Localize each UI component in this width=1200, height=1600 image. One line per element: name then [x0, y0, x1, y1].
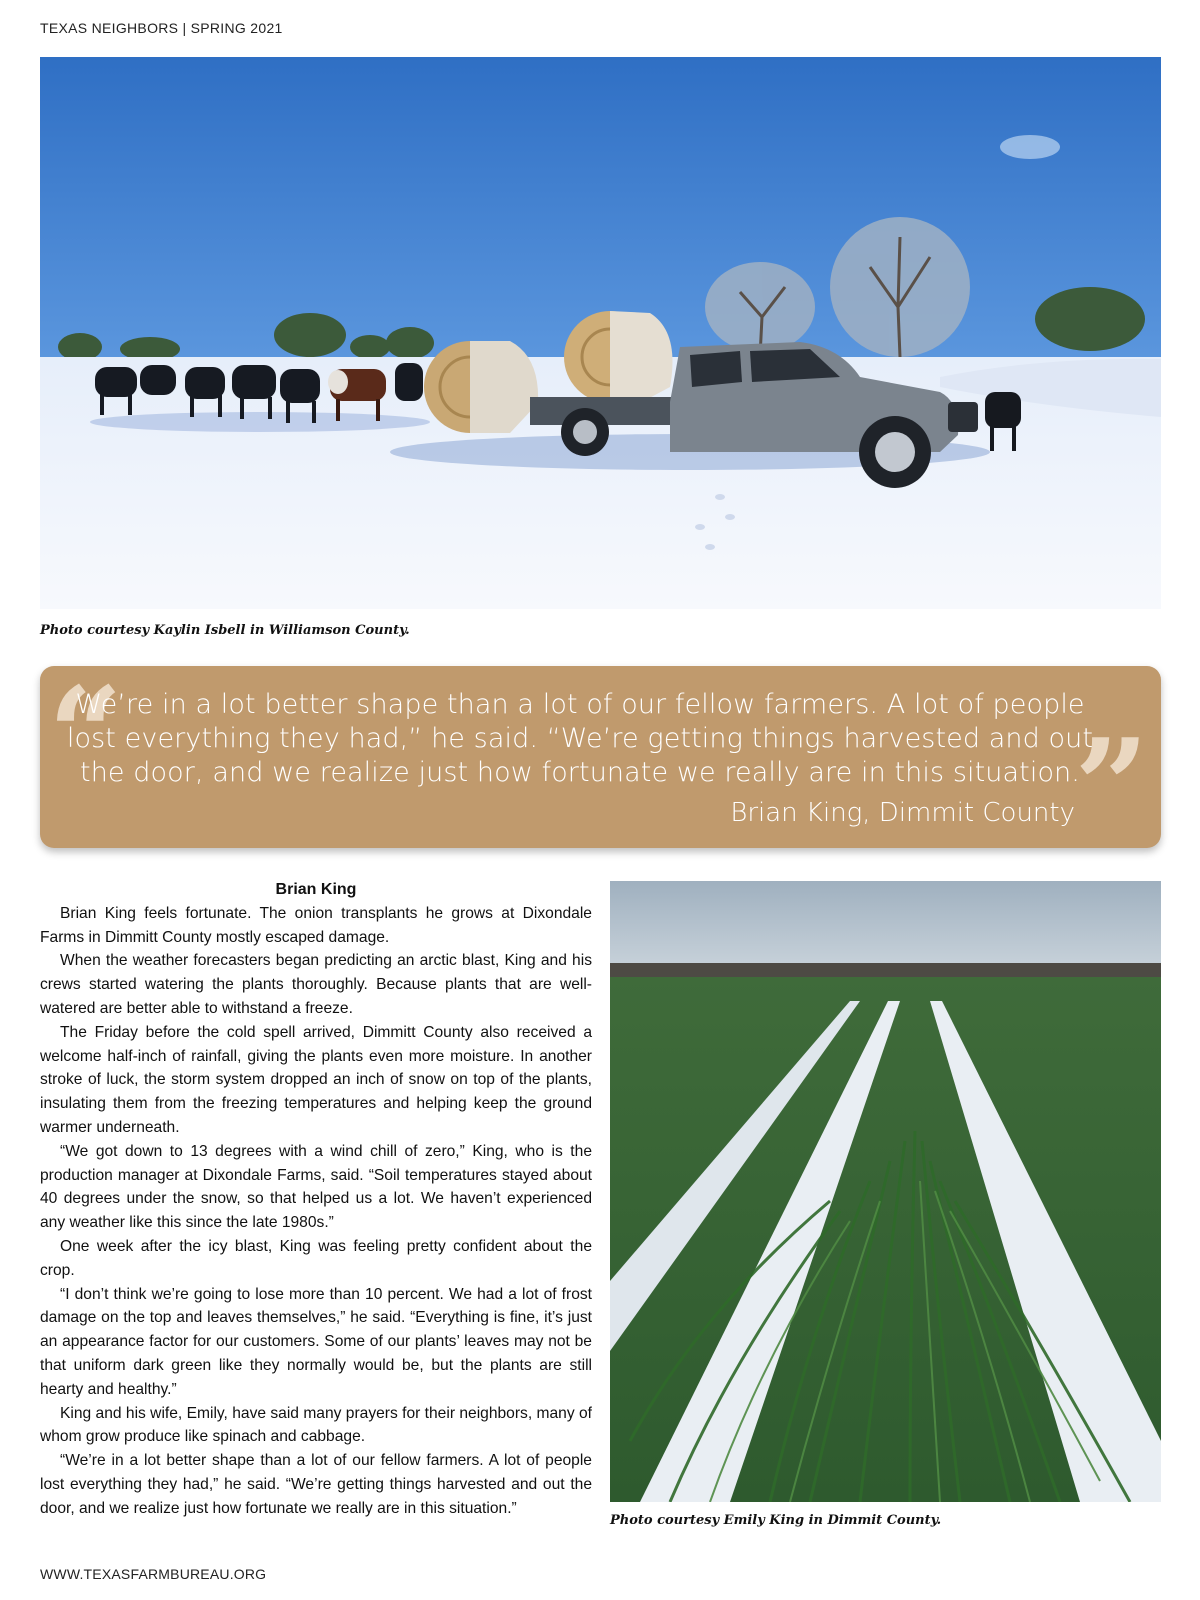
article-paragraph: Brian King feels fortunate. The onion transplants he grows at Dixondale Farms in Dimmitt County mostly escaped damage.	[40, 904, 592, 946]
article-paragraph: One week after the icy blast, King was feeling pretty confident about the crop.	[40, 1237, 592, 1279]
top-photo-caption: Photo courtesy Kaylin Isbell in Williamson County.	[40, 623, 410, 638]
article-paragraph: King and his wife, Emily, have said many prayers for their neighbors, many of whom grow produce like spinach and cabbage.	[40, 1404, 592, 1446]
website-footer: WWW.TEXASFARMBUREAU.ORG	[40, 1566, 267, 1582]
close-quote-mark: ”	[1074, 710, 1149, 863]
article-paragraph: “We got down to 13 degrees with a wind chill of zero,” King, who is the production manager at Dixondale Farms, said. “Soil temperatures stayed about 40 degrees under the snow, so that helped us a lot. We haven’t experienced any weather like this since the late 1980s.”	[40, 1142, 592, 1232]
pull-quote	[40, 658, 1161, 863]
article-body	[40, 878, 592, 1521]
issue-header: TEXAS NEIGHBORS | SPRING 2021	[40, 20, 283, 36]
bottom-photo-caption: Photo courtesy Emily King in Dimmit County.	[610, 1513, 942, 1528]
winter-cattle-truck-photo	[40, 57, 1161, 609]
open-quote-mark: “	[48, 658, 123, 811]
article-paragraph: “We’re in a lot better shape than a lot of our fellow farmers. A lot of people lost everything they had,” he said. “We’re getting things harvested and out the door, and we realize just how fortunate we really are in this situation.”	[40, 1452, 592, 1517]
article-paragraph: The Friday before the cold spell arrived, Dimmitt County also received a welcome half-inch of rainfall, giving the plants even more moisture. In another stroke of luck, the storm system dropped an inch of snow on top of the plants, insulating them from the freezing temperatures and helping keep the ground warmer underneath.	[40, 1023, 592, 1136]
article-paragraph: When the weather forecasters began predicting an arctic blast, King and his crews started watering the plants thoroughly. Because plants that are well-watered are better able to withstand a freeze.	[40, 952, 592, 1017]
onion-field-snow-photo	[610, 881, 1161, 1502]
pull-quote-attribution: Brian King, Dimmit County	[730, 798, 1075, 828]
pull-quote-text: We’re in a lot better shape than a lot of our fellow farmers. A lot of people lost everything they had,” he said. “We’re getting things harvested and out the door, and we realize just how fortunate we really are in this situation.	[66, 689, 1094, 788]
article-heading: Brian King	[275, 881, 357, 898]
article-paragraph: “I don’t think we’re going to lose more than 10 percent. We had a lot of frost damage on the top and leaves themselves,” he said. “Everything is fine, it’s just an appearance factor for our customers. Some of our plants’ leaves may not be that uniform dark green like they normally would be, but the plants are still hearty and healthy.”	[40, 1285, 592, 1398]
